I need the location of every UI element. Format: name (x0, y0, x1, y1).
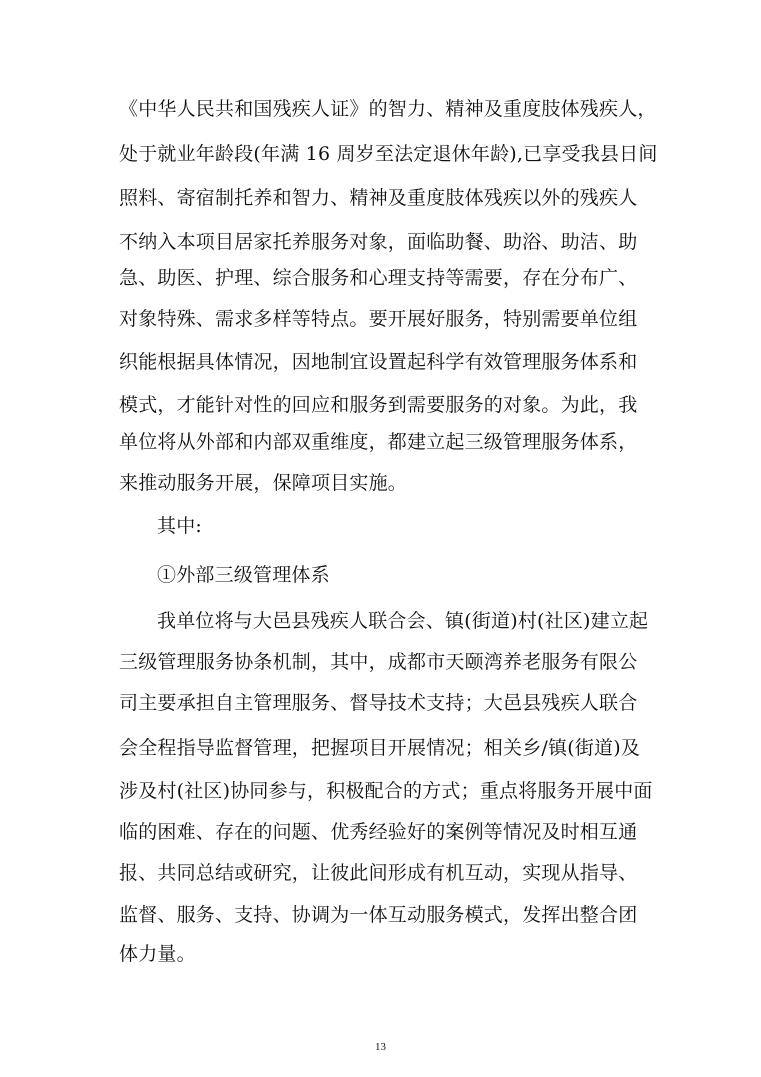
paragraph-2-line: 司主要承担自主管理服务、督导技术支持；大邑县残疾人联合 (119, 692, 638, 714)
paragraph-2-line: 三级管理服务协条机制，其中，成都市天颐湾养老服务有限公 (119, 651, 638, 673)
paragraph-2-line: 我单位将与大邑县残疾人联合会、镇(街道)村(社区)建立起 (157, 610, 649, 632)
paragraph-2-line: 体力量。 (119, 943, 196, 965)
paragraph-1-line: 不纳入本项目居家托养服务对象，面临助餐、助浴、助洁、助 (119, 231, 638, 253)
paragraph-2-line: 会全程指导监督管理，把握项目开展情况；相关乡/镇(街道)及 (119, 737, 641, 759)
paragraph-1-line: 《中华人民共和国残疾人证》的智力、精神及重度肢体残疾人， (119, 98, 657, 120)
paragraph-1-line: 急、助医、护理、综合服务和心理支持等需要，存在分布广、 (119, 267, 638, 289)
paragraph-1-line: 织能根据具体情况，因地制宜设置起科学有效管理服务体系和 (119, 351, 638, 373)
section-heading: ➀外部三级管理体系 (157, 564, 330, 586)
paragraph-1-line: 模式，才能针对性的回应和服务到需要服务的对象。为此，我 (119, 394, 638, 416)
paragraph-1-line: 照料、寄宿制托养和智力、精神及重度肢体残疾以外的残疾人 (119, 187, 638, 209)
paragraph-2-line: 报、共同总结或研究，让彼此间形成有机互动，实现从指导、 (119, 862, 638, 884)
paragraph-2-line: 涉及村(社区)协同参与，积极配合的方式；重点将服务开展中面 (119, 780, 653, 802)
paragraph-2-line: 监督、服务、支持、协调为一体互动服务模式，发挥出整合团 (119, 904, 638, 926)
paragraph-1-line: 处于就业年龄段(年满 16 周岁至法定退休年龄),已享受我县日间 (119, 143, 658, 165)
page-number: 13 (375, 1041, 386, 1053)
paragraph-2-line: 临的困难、存在的问题、优秀经验好的案例等情况及时相互通 (119, 821, 638, 843)
paragraph-1-line: 单位将从外部和内部双重维度，都建立起三级管理服务体系， (119, 431, 638, 453)
paragraph-1-line: 来推动服务开展，保障项目实施。 (119, 472, 408, 494)
intro-label: 其中: (157, 515, 203, 537)
paragraph-1-line: 对象特殊、需求多样等特点。要开展好服务，特别需要单位组 (119, 308, 638, 330)
